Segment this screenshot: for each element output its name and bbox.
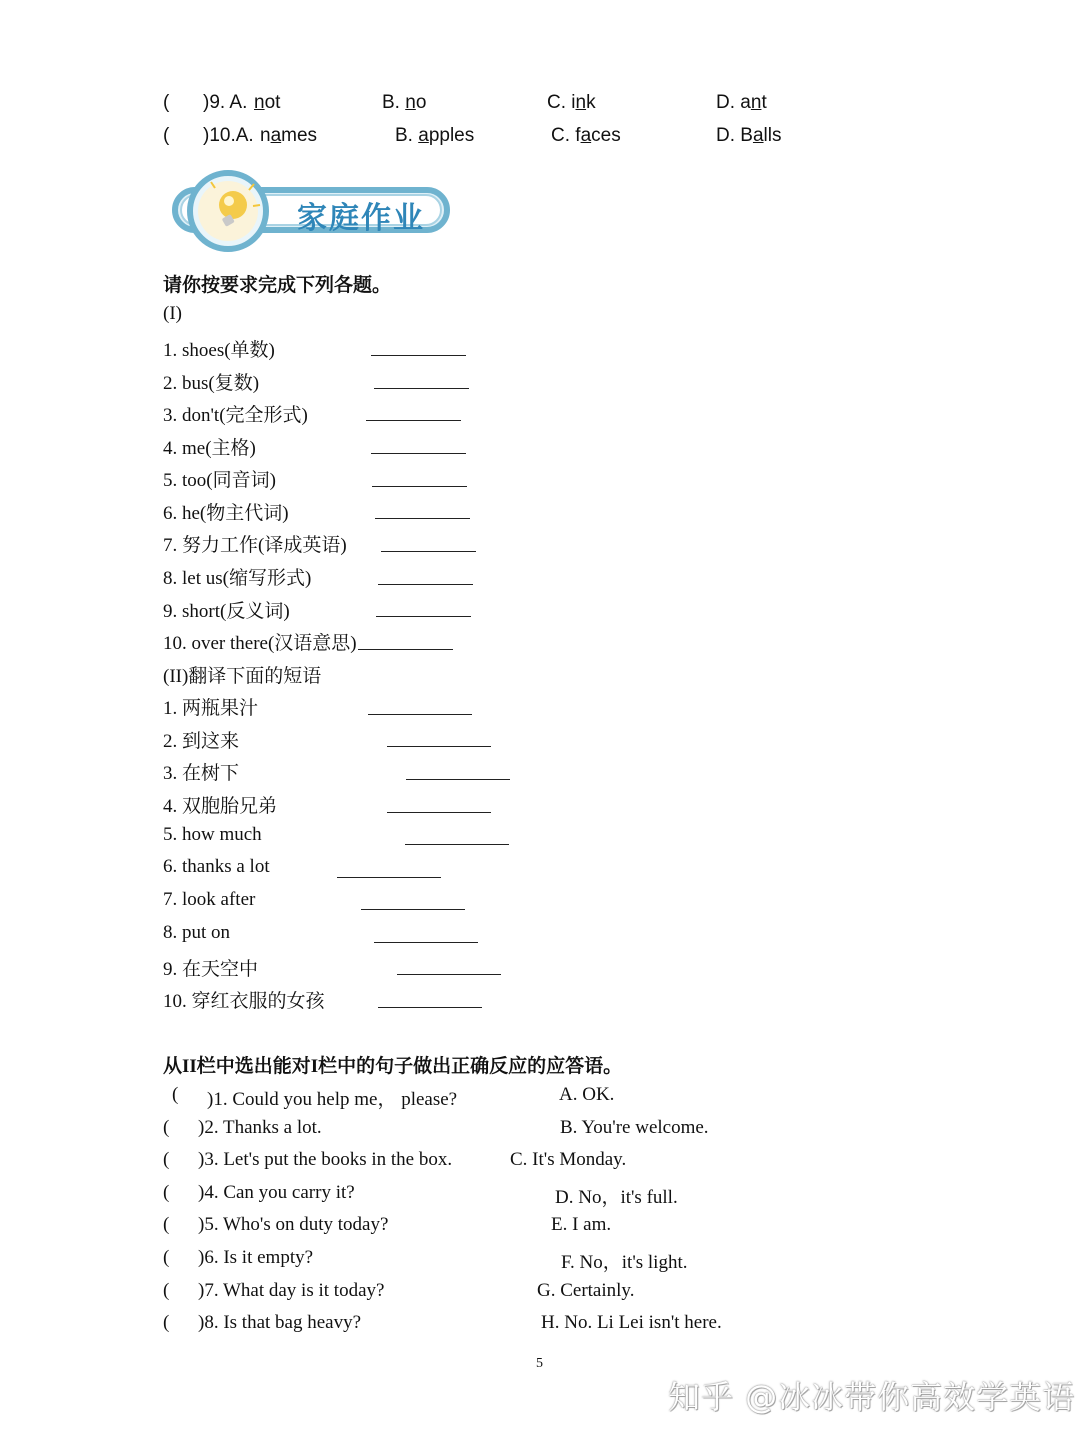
matching-row	[0, 1084, 1080, 1117]
section1-instruction: 请你按要求完成下列各题。	[163, 275, 392, 296]
matching-row	[0, 1149, 1080, 1182]
item-text: 9. 在天空中	[163, 959, 259, 980]
matching-row	[0, 1280, 1080, 1313]
item-text: 8. put on	[163, 922, 231, 943]
response-option: G. Certainly.	[537, 1280, 635, 1301]
item-text: 8. let us(缩写形式)	[163, 568, 312, 589]
answer-blank[interactable]	[361, 909, 465, 910]
section2-instruction: 从II栏中选出能对I栏中的句子做出正确反应的应答语。	[163, 1056, 623, 1077]
answer-blank[interactable]	[366, 420, 461, 421]
item-text: 4. 双胞胎兄弟	[163, 796, 278, 817]
part1-heading: (I)	[163, 303, 182, 324]
answer-paren[interactable]: (	[172, 1084, 179, 1105]
answer-blank[interactable]	[397, 974, 501, 975]
option-a: names	[260, 125, 318, 146]
answer-blank[interactable]	[405, 844, 509, 845]
answer-blank[interactable]	[372, 486, 467, 487]
answer-paren: (	[163, 92, 170, 113]
answer-paren[interactable]: (	[163, 1149, 170, 1170]
item-text: 3. 在树下	[163, 763, 240, 784]
question-number: )9. A.	[203, 92, 248, 113]
question-text: )1. Could you help me， please?	[207, 1089, 458, 1110]
answer-blank[interactable]	[387, 746, 491, 747]
option-d: D. ant	[716, 92, 767, 113]
item-text: 3. don't(完全形式)	[163, 405, 308, 426]
item-text: 2. 到这来	[163, 731, 240, 752]
matching-row	[0, 1117, 1080, 1150]
question-text: )5. Who's on duty today?	[198, 1214, 389, 1235]
question-text: )3. Let's put the books in the box.	[198, 1149, 453, 1170]
answer-paren[interactable]: (	[163, 1280, 170, 1301]
option-d: D. Balls	[716, 125, 782, 146]
answer-blank[interactable]	[374, 942, 478, 943]
response-option: H. No. Li Lei isn't here.	[541, 1312, 722, 1333]
option-b: B. apples	[395, 125, 475, 146]
answer-blank[interactable]	[337, 877, 441, 878]
page-number: 5	[536, 1356, 543, 1371]
item-text: 7. look after	[163, 889, 256, 910]
item-text: 9. short(反义词)	[163, 601, 290, 622]
homework-badge	[165, 168, 455, 254]
response-option: D. No，it's full.	[555, 1187, 678, 1208]
option-c: C. ink	[547, 92, 596, 113]
response-option: C. It's Monday.	[510, 1149, 627, 1170]
item-text: 5. too(同音词)	[163, 470, 276, 491]
answer-blank[interactable]	[387, 812, 491, 813]
question-text: )7. What day is it today?	[198, 1280, 385, 1301]
item-text: 4. me(主格)	[163, 438, 256, 459]
question-text: )6. Is it empty?	[198, 1247, 314, 1268]
answer-blank[interactable]	[371, 453, 466, 454]
answer-blank[interactable]	[381, 551, 476, 552]
item-text: 2. bus(复数)	[163, 373, 260, 394]
answer-blank[interactable]	[375, 518, 470, 519]
answer-blank[interactable]	[378, 584, 473, 585]
item-text: 1. shoes(单数)	[163, 340, 275, 361]
answer-blank[interactable]	[358, 649, 453, 650]
answer-blank[interactable]	[378, 1007, 482, 1008]
response-option: A. OK.	[559, 1084, 615, 1105]
question-text: )4. Can you carry it?	[198, 1182, 355, 1203]
item-text: 5. how much	[163, 824, 262, 845]
answer-blank[interactable]	[371, 355, 466, 356]
answer-paren[interactable]: (	[163, 1312, 170, 1333]
answer-paren[interactable]: (	[163, 1117, 170, 1138]
answer-paren: (	[163, 125, 170, 146]
answer-blank[interactable]	[406, 779, 510, 780]
watermark: 知乎 @冰冰带你高效学英语	[668, 1378, 1076, 1416]
phonics-row	[0, 125, 1080, 158]
response-option: F. No，it's light.	[561, 1252, 688, 1273]
option-b: B. no	[382, 92, 427, 113]
badge-label: 家庭作业	[297, 201, 425, 236]
answer-blank[interactable]	[376, 616, 471, 617]
response-option: B. You're welcome.	[560, 1117, 709, 1138]
item-text: 10. 穿红衣服的女孩	[163, 991, 325, 1012]
item-text: 6. he(物主代词)	[163, 503, 289, 524]
answer-paren[interactable]: (	[163, 1247, 170, 1268]
matching-row	[0, 1312, 1080, 1345]
answer-paren[interactable]: (	[163, 1182, 170, 1203]
option-c: C. faces	[551, 125, 621, 146]
item-text: 1. 两瓶果汁	[163, 698, 259, 719]
answer-blank[interactable]	[374, 388, 469, 389]
matching-row	[0, 1214, 1080, 1247]
item-text: 6. thanks a lot	[163, 856, 270, 877]
question-text: )8. Is that bag heavy?	[198, 1312, 362, 1333]
response-option: E. I am.	[551, 1214, 612, 1235]
question-number: )10.A.	[203, 125, 254, 146]
option-a: not	[254, 92, 281, 113]
answer-paren[interactable]: (	[163, 1214, 170, 1235]
matching-row	[0, 1247, 1080, 1280]
matching-row	[0, 1182, 1080, 1215]
item-text: 7. 努力工作(译成英语)	[163, 535, 347, 556]
question-text: )2. Thanks a lot.	[198, 1117, 322, 1138]
part2-heading: (II)翻译下面的短语	[163, 666, 322, 687]
item-text: 10. over there(汉语意思)	[163, 633, 357, 654]
answer-blank[interactable]	[368, 714, 472, 715]
phonics-row	[0, 92, 1080, 125]
